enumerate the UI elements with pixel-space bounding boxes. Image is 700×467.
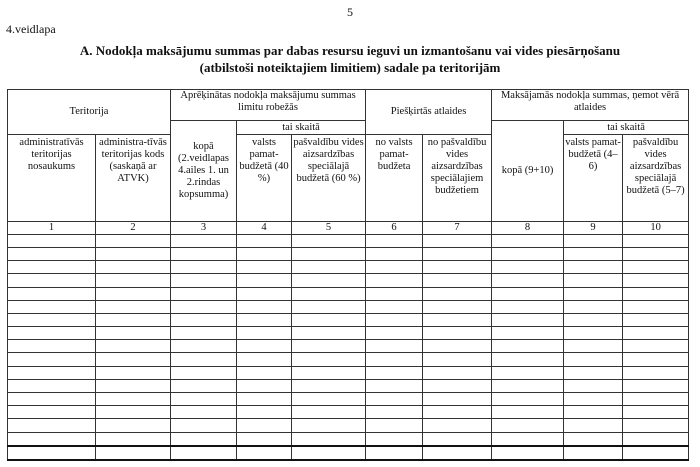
table-cell[interactable] bbox=[623, 300, 689, 313]
table-cell[interactable] bbox=[366, 327, 423, 340]
table-cell[interactable] bbox=[292, 274, 366, 287]
table-row bbox=[8, 353, 689, 366]
table-cell[interactable] bbox=[171, 366, 237, 379]
table-cell[interactable] bbox=[96, 353, 171, 366]
col-header-9: valsts pamat-budžetā (4–6) bbox=[564, 134, 623, 221]
table-cell[interactable] bbox=[423, 261, 492, 274]
table-cell[interactable] bbox=[492, 419, 564, 432]
table-cell[interactable] bbox=[492, 366, 564, 379]
table-cell[interactable] bbox=[171, 248, 237, 261]
table-cell[interactable] bbox=[96, 406, 171, 419]
table-cell[interactable] bbox=[171, 340, 237, 353]
column-number: 5 bbox=[292, 221, 366, 234]
col-header-7: no pašvaldību vides aizsardzības speciālajiem budžetiem bbox=[423, 134, 492, 221]
table-cell[interactable] bbox=[171, 393, 237, 406]
allocation-table bbox=[7, 89, 689, 461]
table-cell[interactable] bbox=[171, 406, 237, 419]
table-cell[interactable] bbox=[623, 313, 689, 326]
table-row bbox=[8, 432, 689, 446]
table-cell[interactable] bbox=[237, 446, 292, 460]
table-row bbox=[8, 327, 689, 340]
table-cell[interactable] bbox=[423, 313, 492, 326]
column-number: 1 bbox=[8, 221, 96, 234]
table-cell[interactable] bbox=[564, 446, 623, 460]
table-cell[interactable] bbox=[8, 300, 96, 313]
table-cell[interactable] bbox=[292, 393, 366, 406]
table-cell[interactable] bbox=[237, 300, 292, 313]
table-cell[interactable] bbox=[292, 234, 366, 247]
table-cell[interactable] bbox=[492, 234, 564, 247]
table-cell[interactable] bbox=[8, 248, 96, 261]
document-title bbox=[0, 42, 700, 76]
table-cell[interactable] bbox=[237, 353, 292, 366]
table-cell[interactable] bbox=[8, 274, 96, 287]
table-cell[interactable] bbox=[423, 300, 492, 313]
table-cell[interactable] bbox=[366, 300, 423, 313]
table-cell[interactable] bbox=[623, 393, 689, 406]
table-cell[interactable] bbox=[237, 393, 292, 406]
table-cell[interactable] bbox=[292, 313, 366, 326]
table-cell[interactable] bbox=[292, 432, 366, 446]
table-cell[interactable] bbox=[292, 419, 366, 432]
table-cell[interactable] bbox=[96, 327, 171, 340]
table-cell[interactable] bbox=[8, 419, 96, 432]
table-cell[interactable] bbox=[564, 261, 623, 274]
table-row bbox=[8, 300, 689, 313]
table-cell[interactable] bbox=[96, 432, 171, 446]
table-cell[interactable] bbox=[292, 327, 366, 340]
table-cell[interactable] bbox=[171, 446, 237, 460]
table-cell[interactable] bbox=[96, 393, 171, 406]
table-cell[interactable] bbox=[292, 340, 366, 353]
table-cell[interactable] bbox=[423, 432, 492, 446]
table-cell[interactable] bbox=[292, 248, 366, 261]
table-cell[interactable] bbox=[171, 274, 237, 287]
table-cell[interactable] bbox=[8, 234, 96, 247]
table-row bbox=[8, 248, 689, 261]
table-cell[interactable] bbox=[492, 353, 564, 366]
col-header-1: administratīvās teritorijas nosaukums bbox=[8, 134, 96, 221]
col-header-10: pašvaldību vides aizsardzības speciālajā budžetā (5–7) bbox=[623, 134, 689, 221]
table-cell[interactable] bbox=[423, 248, 492, 261]
table-cell[interactable] bbox=[96, 366, 171, 379]
table-cell[interactable] bbox=[623, 248, 689, 261]
table-cell[interactable] bbox=[96, 234, 171, 247]
column-number: 2 bbox=[96, 221, 171, 234]
table-cell[interactable] bbox=[171, 327, 237, 340]
table-cell[interactable] bbox=[423, 406, 492, 419]
table-row bbox=[8, 419, 689, 432]
table-cell[interactable] bbox=[171, 419, 237, 432]
table-cell[interactable] bbox=[366, 379, 423, 392]
column-number: 10 bbox=[623, 221, 689, 234]
table-cell[interactable] bbox=[171, 379, 237, 392]
column-number-row bbox=[8, 221, 689, 234]
table-cell[interactable] bbox=[564, 327, 623, 340]
table-cell[interactable] bbox=[423, 327, 492, 340]
table-cell[interactable] bbox=[237, 248, 292, 261]
table-row bbox=[8, 406, 689, 419]
table-cell[interactable] bbox=[366, 366, 423, 379]
title-line-1: A. Nodokļa maksājumu summas par dabas resursu ieguvi un izmantošanu vai vides piesārņošanu bbox=[79, 43, 621, 58]
table-cell[interactable] bbox=[623, 327, 689, 340]
header-territory: Teritorija bbox=[8, 90, 171, 135]
table-cell[interactable] bbox=[237, 274, 292, 287]
table-cell[interactable] bbox=[423, 446, 492, 460]
table-cell[interactable] bbox=[623, 274, 689, 287]
header-payable: Maksājamās nodokļa summas, ņemot vērā atlaides bbox=[492, 90, 689, 121]
table-cell[interactable] bbox=[8, 379, 96, 392]
table-cell[interactable] bbox=[564, 248, 623, 261]
table-cell[interactable] bbox=[492, 340, 564, 353]
table-cell[interactable] bbox=[366, 393, 423, 406]
table-cell[interactable] bbox=[564, 340, 623, 353]
table-cell[interactable] bbox=[96, 340, 171, 353]
table-cell[interactable] bbox=[366, 340, 423, 353]
table-cell[interactable] bbox=[8, 327, 96, 340]
table-cell[interactable] bbox=[623, 353, 689, 366]
table-cell[interactable] bbox=[623, 432, 689, 446]
table-cell[interactable] bbox=[423, 366, 492, 379]
table-cell[interactable] bbox=[366, 353, 423, 366]
table-cell[interactable] bbox=[237, 287, 292, 300]
table-cell[interactable] bbox=[237, 327, 292, 340]
table-cell[interactable] bbox=[623, 446, 689, 460]
table-cell[interactable] bbox=[8, 446, 96, 460]
table-cell[interactable] bbox=[96, 261, 171, 274]
table-cell[interactable] bbox=[623, 234, 689, 247]
form-label: 4.veidlapa bbox=[6, 22, 56, 36]
table-cell[interactable] bbox=[96, 446, 171, 460]
col-header-8: kopā (9+10) bbox=[492, 121, 564, 221]
table-cell[interactable] bbox=[564, 300, 623, 313]
col-header-6: no valsts pamat-budžeta bbox=[366, 134, 423, 221]
table-cell[interactable] bbox=[237, 261, 292, 274]
table-cell[interactable] bbox=[564, 287, 623, 300]
table-cell[interactable] bbox=[292, 300, 366, 313]
table-cell[interactable] bbox=[492, 393, 564, 406]
table-cell[interactable] bbox=[96, 313, 171, 326]
table-cell[interactable] bbox=[292, 406, 366, 419]
table-cell[interactable] bbox=[237, 379, 292, 392]
table-cell[interactable] bbox=[366, 313, 423, 326]
table-cell[interactable] bbox=[564, 274, 623, 287]
table-cell[interactable] bbox=[96, 300, 171, 313]
table-cell[interactable] bbox=[366, 261, 423, 274]
table-cell[interactable] bbox=[564, 353, 623, 366]
table-cell[interactable] bbox=[237, 340, 292, 353]
table-cell[interactable] bbox=[8, 313, 96, 326]
table-cell[interactable] bbox=[564, 432, 623, 446]
table-cell[interactable] bbox=[564, 379, 623, 392]
table-cell[interactable] bbox=[623, 261, 689, 274]
column-number: 3 bbox=[171, 221, 237, 234]
table-cell[interactable] bbox=[564, 406, 623, 419]
page-number: 5 bbox=[347, 5, 353, 19]
table-cell[interactable] bbox=[8, 287, 96, 300]
table-cell[interactable] bbox=[96, 248, 171, 261]
table-cell[interactable] bbox=[292, 366, 366, 379]
table-cell[interactable] bbox=[8, 393, 96, 406]
table-row bbox=[8, 446, 689, 460]
table-cell[interactable] bbox=[423, 353, 492, 366]
table-cell[interactable] bbox=[292, 353, 366, 366]
table-cell[interactable] bbox=[237, 234, 292, 247]
table-cell[interactable] bbox=[564, 234, 623, 247]
table-cell[interactable] bbox=[8, 406, 96, 419]
table-row bbox=[8, 393, 689, 406]
title-line-2: (atbilstoši noteiktajiem limitiem) sadale pa teritorijām bbox=[199, 60, 501, 75]
table-cell[interactable] bbox=[423, 274, 492, 287]
table-row bbox=[8, 287, 689, 300]
table-cell[interactable] bbox=[492, 287, 564, 300]
table-cell[interactable] bbox=[171, 313, 237, 326]
table-cell[interactable] bbox=[492, 406, 564, 419]
table-cell[interactable] bbox=[492, 300, 564, 313]
table-cell[interactable] bbox=[8, 261, 96, 274]
table-cell[interactable] bbox=[366, 432, 423, 446]
table-cell[interactable] bbox=[237, 419, 292, 432]
table-cell[interactable] bbox=[492, 313, 564, 326]
table-cell[interactable] bbox=[292, 261, 366, 274]
table-cell[interactable] bbox=[623, 287, 689, 300]
column-number: 4 bbox=[237, 221, 292, 234]
table-cell[interactable] bbox=[96, 274, 171, 287]
table-row bbox=[8, 340, 689, 353]
table-row bbox=[8, 261, 689, 274]
table-cell[interactable] bbox=[171, 287, 237, 300]
table-cell[interactable] bbox=[171, 234, 237, 247]
table-cell[interactable] bbox=[292, 446, 366, 460]
table-cell[interactable] bbox=[366, 287, 423, 300]
col-header-4: valsts pamat-budžetā (40 %) bbox=[237, 134, 292, 221]
column-number: 7 bbox=[423, 221, 492, 234]
table-cell[interactable] bbox=[623, 406, 689, 419]
table-cell[interactable] bbox=[8, 366, 96, 379]
table-cell[interactable] bbox=[96, 379, 171, 392]
table-cell[interactable] bbox=[171, 432, 237, 446]
header-relief: Piešķirtās atlaides bbox=[366, 90, 492, 135]
table-cell[interactable] bbox=[8, 353, 96, 366]
table-cell[interactable] bbox=[623, 366, 689, 379]
table-row bbox=[8, 379, 689, 392]
table-cell[interactable] bbox=[171, 300, 237, 313]
table-row bbox=[8, 274, 689, 287]
table-cell[interactable] bbox=[492, 248, 564, 261]
table-cell[interactable] bbox=[366, 234, 423, 247]
table-cell[interactable] bbox=[492, 432, 564, 446]
col-header-3: kopā (2.veidlapas 4.ailes 1. un 2.rindas kopsumma) bbox=[171, 121, 237, 221]
column-number: 8 bbox=[492, 221, 564, 234]
table-cell[interactable] bbox=[492, 261, 564, 274]
column-number: 6 bbox=[366, 221, 423, 234]
table-cell[interactable] bbox=[366, 274, 423, 287]
col-header-2: administra-tīvās teritorijas kods (saskaņā ar ATVK) bbox=[96, 134, 171, 221]
table-cell[interactable] bbox=[171, 261, 237, 274]
table-cell[interactable] bbox=[96, 419, 171, 432]
table-cell[interactable] bbox=[492, 379, 564, 392]
table-cell[interactable] bbox=[492, 446, 564, 460]
table-cell[interactable] bbox=[8, 340, 96, 353]
table-cell[interactable] bbox=[366, 248, 423, 261]
table-cell[interactable] bbox=[492, 274, 564, 287]
table-cell[interactable] bbox=[366, 419, 423, 432]
header-calculated: Aprēķinātas nodokļa maksājumu summas limitu robežās bbox=[171, 90, 366, 121]
table-cell[interactable] bbox=[96, 287, 171, 300]
table-cell[interactable] bbox=[492, 327, 564, 340]
col-header-5: pašvaldību vides aizsardzības speciālajā budžetā (60 %) bbox=[292, 134, 366, 221]
table-cell[interactable] bbox=[423, 287, 492, 300]
table-cell[interactable] bbox=[423, 419, 492, 432]
table-cell[interactable] bbox=[564, 366, 623, 379]
table-cell[interactable] bbox=[292, 287, 366, 300]
table-cell[interactable] bbox=[237, 313, 292, 326]
table-cell[interactable] bbox=[423, 393, 492, 406]
table-cell[interactable] bbox=[423, 234, 492, 247]
table-cell[interactable] bbox=[623, 419, 689, 432]
table-cell[interactable] bbox=[237, 432, 292, 446]
table-cell[interactable] bbox=[564, 313, 623, 326]
subheader-incl-calculated: tai skaitā bbox=[237, 121, 366, 134]
table-cell[interactable] bbox=[237, 366, 292, 379]
table-cell[interactable] bbox=[366, 406, 423, 419]
table-cell[interactable] bbox=[564, 393, 623, 406]
table-cell[interactable] bbox=[366, 446, 423, 460]
subheader-incl-payable: tai skaitā bbox=[564, 121, 689, 134]
table-cell[interactable] bbox=[623, 340, 689, 353]
table-cell[interactable] bbox=[8, 432, 96, 446]
table-cell[interactable] bbox=[292, 379, 366, 392]
table-cell[interactable] bbox=[623, 379, 689, 392]
table-row bbox=[8, 234, 689, 247]
table-row bbox=[8, 313, 689, 326]
table-cell[interactable] bbox=[423, 379, 492, 392]
table-cell[interactable] bbox=[564, 419, 623, 432]
table-cell[interactable] bbox=[171, 353, 237, 366]
table-cell[interactable] bbox=[237, 406, 292, 419]
column-number: 9 bbox=[564, 221, 623, 234]
table-cell[interactable] bbox=[423, 340, 492, 353]
table-row bbox=[8, 366, 689, 379]
